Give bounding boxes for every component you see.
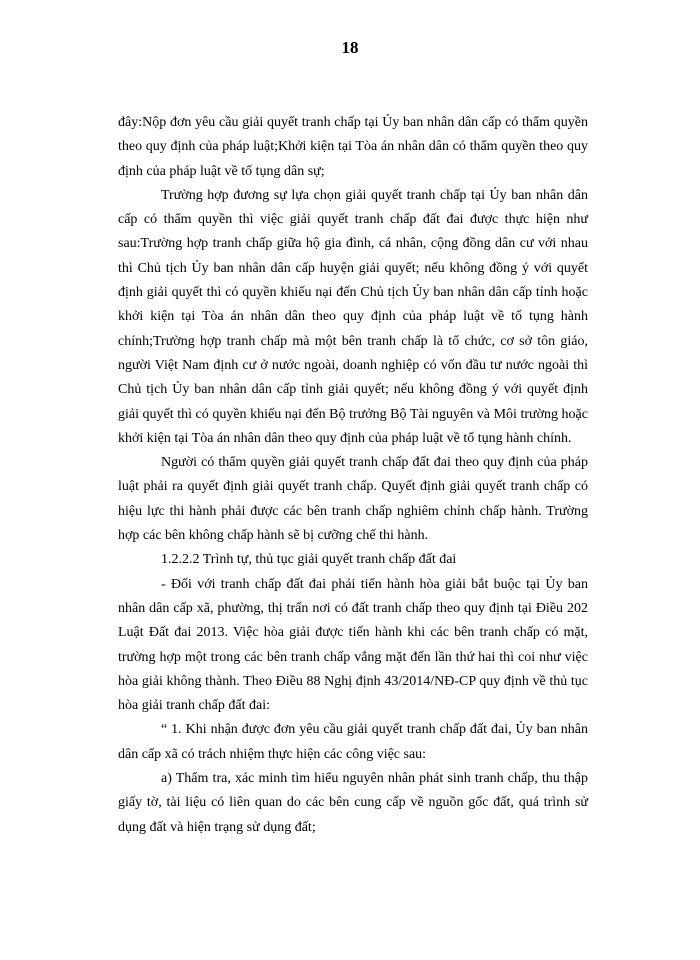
section-heading: 1.2.2.2 Trình tự, thủ tục giải quyết tranh chấp đất đai [161, 552, 457, 568]
paragraph-2: Trường hợp đương sự lựa chọn giải quyết tranh chấp tại Ủy ban nhân dân cấp có thẩm quyền thì việc giải quyết tranh chấp đất đai được thực hiện như sau:Trường hợp tranh chấp giữa hộ gia đình, cá nhân, cộng đồng dân cư với nhau thì Chủ tịch Ủy ban nhân dân cấp huyện giải quyết; nếu không đồng ý với quyết định giải quyết thì có quyền khiếu nại đến Chủ tịch Ủy ban nhân dân cấp tỉnh hoặc khởi kiện tại Tòa án nhân dân theo quy định của pháp luật về tố tụng hành chính;Trường hợp tranh chấp mà một bên tranh chấp là tổ chức, cơ sở tôn giáo, người Việt Nam định cư ở nước ngoài, doanh nghiệp có vốn đầu tư nước ngoài thì Chủ tịch Ủy ban nhân dân cấp tỉnh giải quyết; nếu không đồng ý với quyết định giải quyết thì có quyền khiếu nại đến Bộ trưởng Bộ Tài nguyên và Môi trường hoặc khởi kiện tại Tòa án nhân dân theo quy định của pháp luật về tố tụng hành chính. [118, 187, 588, 446]
document-body [118, 111, 588, 840]
quote-paragraph: “ 1. Khi nhận được đơn yêu cầu giải quyết tranh chấp đất đai, Ủy ban nhân dân cấp xã có trách nhiệm thực hiện các công việc sau: [118, 722, 588, 762]
paragraph-3: Người có thẩm quyền giải quyết tranh chấp đất đai theo quy định của pháp luật phải ra quyết định giải quyết tranh chấp. Quyết định giải quyết tranh chấp có hiệu lực thi hành phải được các bên tranh chấp nghiêm chỉnh chấp hành. Trường hợp các bên không chấp hành sẽ bị cưỡng chế thi hành. [118, 455, 588, 544]
paragraph-4: - Đối với tranh chấp đất đai phải tiến hành hòa giải bắt buộc tại Ủy ban nhân dân cấp xã, phường, thị trấn nơi có đất tranh chấp theo quy định tại Điều 202 Luật Đất đai 2013. Việc hòa giải được tiến hành khi các bên tranh chấp có mặt, trường hợp một trong các bên tranh chấp vắng mặt đến lần thứ hai thì coi như việc hòa giải không thành. Theo Điều 88 Nghị định 43/2014/NĐ-CP quy định về thủ tục hòa giải tranh chấp đất đai: [118, 576, 588, 714]
paragraph-1: đây:Nộp đơn yêu cầu giải quyết tranh chấp tại Ủy ban nhân dân cấp có thẩm quyền theo quy định của pháp luật;Khởi kiện tại Tòa án nhân dân có thẩm quyền theo quy định của pháp luật về tố tụng dân sự; [118, 115, 588, 179]
list-item-a: a) Thẩm tra, xác minh tìm hiểu nguyên nhân phát sinh tranh chấp, thu thập giấy tờ, tài liệu có liên quan do các bên cung cấp về nguồn gốc đất, quá trình sử dụng đất và hiện trạng sử dụng đất; [118, 771, 588, 835]
page-number: 18 [341, 38, 359, 57]
